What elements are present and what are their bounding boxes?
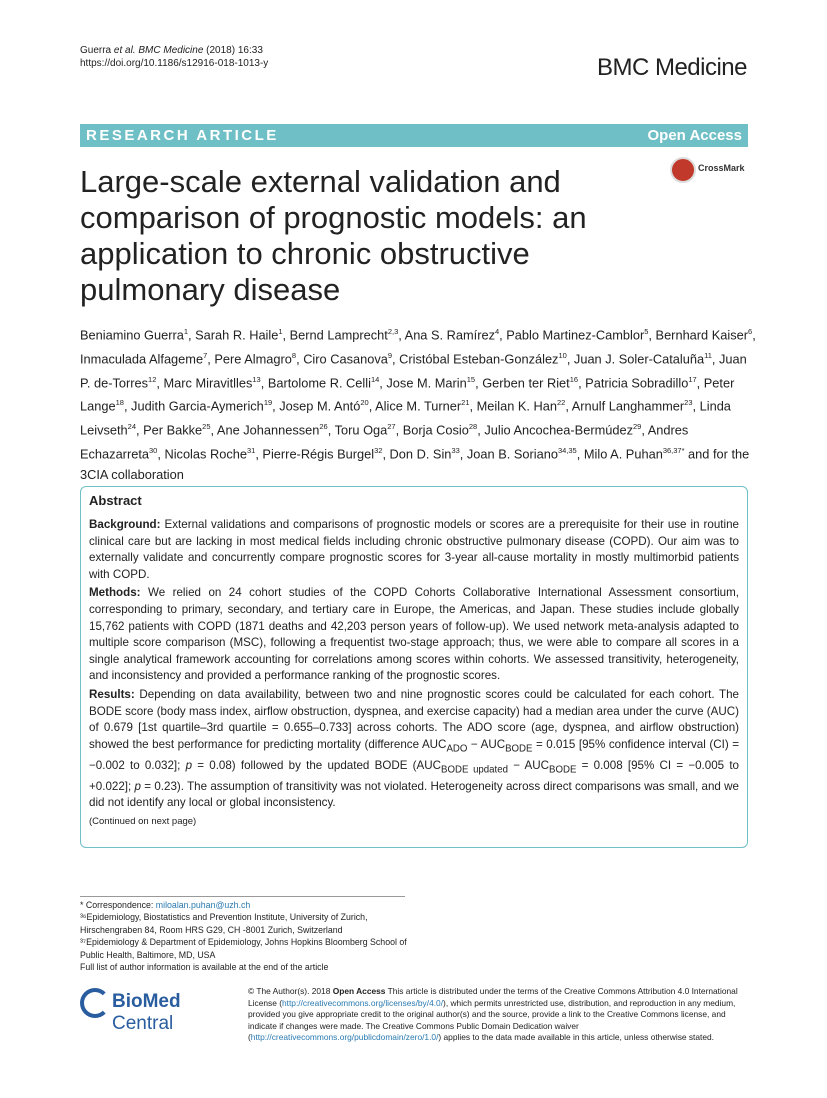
abstract-box <box>80 486 748 848</box>
background-label: Background: <box>89 518 161 531</box>
journal-name: BMC Medicine <box>596 54 747 81</box>
correspondence-email[interactable]: miloalan.puhan@uzh.ch <box>155 900 251 910</box>
crossmark-badge[interactable] <box>670 157 750 185</box>
results-text: Depending on data availability, between two and nine prognostic scores could be calculated for each cohort. The BODE score (body mass index, airflow obstruction, dyspnea, and exercise capacity) had a median area under the curve (AUC) of 0.679 [1st quartile–3rd quartile = 0.655–0.733] across cohorts. The ADO score (age, dyspnea, and airflow obstruction) showed the best performance for predicting mortality (difference $AUC_{ADO} - AUC_{BODE} = 0.015$ [95% confidence interval (CI) = −0.002 to 0.032]; p = 0.08) followed by the updated BODE ($AUC_{BODE updated} - AUC_{BODE} = 0.008$ [95% CI = −0.005 to +0.022]; p = 0.23). The assumption of transitivity was not violated. Heterogeneity across direct comparisons was small, and we did not identify any local or global inconsistency. <box>89 687 740 810</box>
abstract-body <box>89 517 739 830</box>
crossmark-label: CrossMark <box>698 163 745 173</box>
footnote-divider <box>80 896 405 897</box>
citation-authors: Guerra <box>80 45 114 56</box>
affiliation-36: ³⁶Epidemiology, Biostatistics and Prevention Institute, University of Zurich, Hirschengraben 84, Room HRS G29, CH -8001 Zurich, Switzerland <box>80 912 368 935</box>
author-list: Beniamino Guerra$^1$, Sarah R. Haile$^1$, Bernd Lamprecht$^{2,3}$, Ana S. Ramírez$^4$, Pablo Martinez-Camblor$^5$, Bernhard Kaiser$^6$, Inmaculada Alfageme$^7$, Pere Almagro$^8$, Ciro Casanova$^9$, Cristóbal Esteban-González$^{10}$, Juan J. Soler-Cataluña$^{11}$, Juan P. de-Torres$^{12}$, Marc Miravitlles$^{13}$, Bartolome R. Celli$^{14}$, Jose M. Marin$^{15}$, Gerben ter Riet$^{16}$, Patricia Sobradillo$^{17}$, Peter Lange$^{18}$, Judith Garcia-Aymerich$^{19}$, Josep M. Antó$^{20}$, Alice M. Turner$^{21}$, Meilan K. Han$^{22}$, Arnulf Langhammer$^{23}$, Linda Leivseth$^{24}$, Per Bakke$^{25}$, Ane Johannessen$^{26}$, Toru Oga$^{27}$, Borja Cosio$^{28}$, Julio Ancochea-Bermúdez$^{29}$, Andres Echazarreta$^{30}$, Nicolas Roche$^{31}$, Pierre-Régis Burgel$^{32}$, Don D. Sin$^{33}$, Joan B. Soriano$^{34,35}$, Milo A. Puhan$^{36,37*}$ and for the 3CIA collaboration <box>80 327 756 482</box>
methods-text: We relied on 24 cohort studies of the COPD Cohorts Collaborative International Assessment consortium, corresponding to primary, secondary, and tertiary care in Europe, the Americas, and Japan. These studies include globally 15,762 patients with COPD (1871 deaths and 42,203 person years of follow-up). We used network meta-analysis adapted to multiple score comparison (MSC), following a frequentist two-stage approach; thus, we were able to compare all scores in a single analytical framework accounting for correlations among scores within cohorts. We assessed transitivity, heterogeneity, and inconsistency and provided a performance ranking of the prognostic scores. <box>89 586 739 683</box>
affiliation-37: ³⁷Epidemiology & Department of Epidemiology, Johns Hopkins Bloomberg School of Public Health, Baltimore, MD, USA <box>80 937 407 960</box>
citation-header <box>80 44 268 70</box>
biomed-wordmark <box>112 991 235 1035</box>
full-list-note: Full list of author information is available at the end of the article <box>80 962 329 973</box>
central-text: Central <box>112 1013 174 1034</box>
biomed-central-logo <box>80 988 235 1034</box>
biomed-text: BioMed <box>112 991 181 1012</box>
citation-line <box>80 44 268 57</box>
background-text: External validations and comparisons of prognostic models or scores are a prerequisite for their use in routine clinical care but are lacking in most medical fields including chronic obstructive pulmonary disease (COPD). Our aim was to externally validate and concurrently compare prognostic scores for 3-year all-cause mortality in mostly multimorbid patients with COPD. <box>89 518 739 581</box>
article-type-label: RESEARCH ARTICLE <box>86 127 279 144</box>
license-text: © The Author(s). 2018 Open Access This article is distributed under the terms of the Creative Commons Attribution 4.0 International License (http://creativecommons.org/licenses/by/4.0/), which permits unrestricted use, distribution, and reproduction in any medium, provided you give appropriate credit to the original author(s) and the source, provide a link to the Creative Commons license, and indicate if changes were made. The Creative Commons Public Domain Dedication waiver (http://creativecommons.org/publicdomain/zero/1.0/) applies to the data made available in this article, unless otherwise stated. <box>248 986 738 1043</box>
footnotes <box>80 899 420 973</box>
biomed-ring-icon <box>80 988 110 1018</box>
abstract-results <box>89 687 739 812</box>
correspondence <box>80 899 420 911</box>
citation-journal: et al. BMC Medicine <box>113 45 204 56</box>
article-title: Large-scale external validation and comparison of prognostic models: an application to chronic obstructive pulmonary disease <box>80 164 587 307</box>
continued-note: (Continued on next page) <box>89 815 197 827</box>
open-access-label: Open Access <box>647 127 742 144</box>
article-type-banner <box>80 124 748 147</box>
abstract-heading: Abstract <box>89 493 142 508</box>
abstract-background <box>89 517 739 583</box>
results-label: Results: <box>89 687 135 701</box>
crossmark-icon <box>670 157 696 183</box>
correspondence-label: * Correspondence: <box>80 900 156 910</box>
abstract-methods <box>89 585 739 685</box>
methods-label: Methods: <box>89 586 141 600</box>
citation-year: (2018) 16:33 <box>203 45 263 56</box>
doi-link[interactable]: https://doi.org/10.1186/s12916-018-1013-y <box>80 58 269 69</box>
